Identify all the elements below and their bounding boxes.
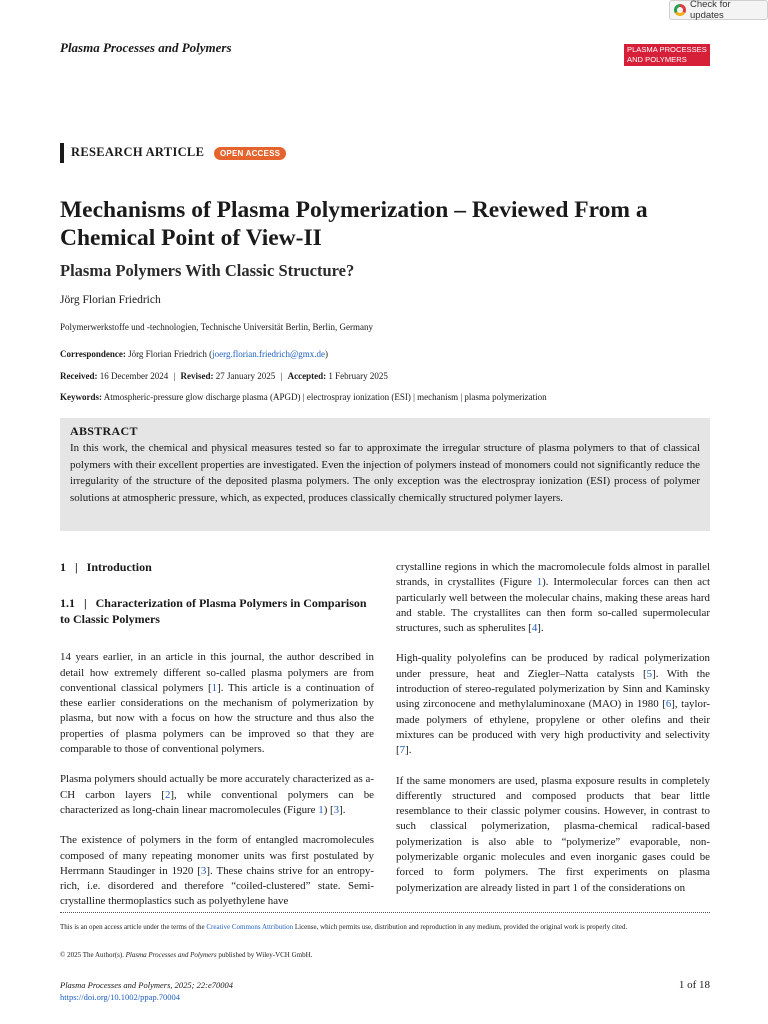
correspondence-line	[60, 349, 328, 359]
date-separator: |	[280, 371, 283, 381]
check-for-updates-button[interactable]	[669, 0, 768, 20]
body-column-left	[60, 560, 374, 910]
received-date: 16 December 2024	[99, 371, 169, 381]
body-paragraph	[396, 651, 710, 758]
crossmark-icon	[674, 4, 686, 16]
received-label: Received:	[60, 371, 98, 381]
body-paragraph	[396, 560, 710, 636]
text-run: crystalline regions in which the macromolecule folds almost in parallel strands, in crystallites (Figure	[396, 561, 710, 589]
citation-link[interactable]: 5	[646, 667, 653, 680]
citation-link[interactable]: 7	[399, 744, 406, 757]
text-run: published by Wiley-VCH GmbH.	[216, 951, 313, 959]
text-run: ].	[405, 744, 412, 757]
body-paragraph	[60, 772, 374, 818]
body-paragraph	[60, 833, 374, 909]
article-title: Mechanisms of Plasma Polymerization – Reviewed From a Chemical Point of View-II	[60, 197, 648, 251]
license-notice	[60, 922, 710, 933]
accepted-date: 1 February 2025	[328, 371, 388, 381]
check-for-updates-label: Check for updates	[690, 0, 731, 21]
correspondence-label: Correspondence:	[60, 349, 126, 359]
text-run: ]. This article is a continuation of these earlier considerations on the mechanism of polymerization by plasma, but now with a focus on how the structure and thus also the properties of plasma polymers can be improved so that they are comparable to those of conventional polymers.	[60, 681, 375, 756]
body-paragraph: If the same monomers are used, plasma exposure results in completely differently structured and composed products that bear little resemblance to their classic polymer cousins. However, in contrast to such classical polymerization, plasma-chemical radical-based polymerization is also able to “polymerize” evaporable, non-polymerizable organic molecules and even inorganic gases could be forced to form polymers. The first experiments on plasma polymerization are already listed in part 1 of the considerations on	[396, 774, 710, 894]
journal-citation: Plasma Processes and Polymers, 2025; 22:e70004	[60, 980, 233, 990]
correspondence-email-link[interactable]: joerg.florian.friedrich@gmx.de	[212, 349, 325, 359]
revised-date: 27 January 2025	[215, 371, 276, 381]
citation-link[interactable]: 2	[164, 788, 171, 801]
copyright-notice	[60, 951, 312, 959]
keywords-label: Keywords:	[60, 392, 102, 402]
text-run: ) [	[323, 803, 334, 816]
article-subtitle: Plasma Polymers With Classic Structure?	[60, 261, 355, 280]
correspondence-close: )	[325, 349, 328, 359]
correspondence-name: Jörg Florian Friedrich (	[128, 349, 213, 359]
text-run: Plasma Processes and Polymers	[125, 951, 217, 959]
keywords-line	[60, 392, 547, 402]
journal-logo-line-1: PLASMA PROCESSES	[627, 45, 707, 54]
journal-name: Plasma Processes and Polymers	[60, 40, 232, 55]
text-run: License, which permits use, distribution and reproduction in any medium, provided the original work is properly cited.	[293, 923, 628, 931]
body-column-right	[396, 560, 710, 896]
open-access-badge: OPEN ACCESS	[214, 147, 286, 160]
text-run: ]. These chains strive for an entropy-rich, i.e. disordered and therefore “coiled-clustered” state. Semi-crystalline thermoplastics such as polyethylene have	[60, 864, 374, 908]
date-separator: |	[173, 371, 176, 381]
figure-link[interactable]: 1	[318, 803, 324, 816]
license-link[interactable]: Creative Commons Attribution	[206, 923, 294, 931]
section-heading-introduction: 1 | Introduction	[60, 560, 152, 574]
citation-link[interactable]: 3	[333, 803, 340, 816]
text-run: High-quality polyolefins can be produced by radical polymerization under pressure, heat and Ziegler–Natta catalysts [	[396, 652, 710, 680]
text-run: The existence of polymers in the form of entangled macromolecules composed of many repeating monomer units was first postulated by Herrmann Staudinger in 1920 [	[60, 834, 374, 877]
author-name[interactable]: Jörg Florian Friedrich	[60, 294, 161, 306]
accepted-label: Accepted:	[287, 371, 327, 381]
figure-link[interactable]: 1	[536, 576, 543, 589]
citation-link[interactable]: 1	[211, 681, 218, 694]
article-type: RESEARCH ARTICLE	[71, 145, 205, 159]
text-run: ], while conventional polymers can be characterized as long-chain linear macromolecules (Figure	[60, 788, 374, 816]
text-run: ]. With the introduction of stereo-regulated polymerization by Sinn and Kaminsky using zirconocene and methylaluminoxane (MAO) in 1980 [	[396, 667, 710, 711]
text-run: Plasma polymers should actually be more accurately characterized as a-CH carbon layers [	[60, 773, 374, 801]
dates-line	[60, 371, 388, 381]
author-affiliation: Polymerwerkstoffe und -technologien, Technische Universität Berlin, Berlin, Germany	[60, 322, 373, 332]
journal-logo-line-2: AND POLYMERS	[627, 55, 687, 64]
abstract-text: In this work, the chemical and physical measures tested so far to approximate the irregular structure of plasma polymers to that of classical polymers with their excellent properties are investigated. Even the injection of polymers instead of monomers could not significantly reduce the irregularity of the structure of the deposited plasma polymers. The only exception was the electrospray ionization (ESI) process of polymer solutions at atmospheric pressure, which, as expected, produces classically chemically structured polymer layers.	[70, 442, 700, 504]
footer-divider	[60, 912, 710, 913]
text-run: ], taylor-made polymers of ethylene, propylene or other olefins and their mixtures can be produced with very high productivity and selectivity [	[396, 698, 710, 757]
citation-link[interactable]: 4	[531, 622, 538, 635]
text-run: ].	[339, 803, 346, 816]
journal-logo	[624, 44, 710, 66]
abstract-box	[60, 418, 710, 531]
revised-label: Revised:	[180, 371, 214, 381]
subsection-heading-1-1: 1.1 | Characterization of Plasma Polymers in Comparison to Classic Polymers	[60, 596, 370, 627]
keywords-list: Atmospheric-pressure glow discharge plasma (APGD) | electrospray ionization (ESI) | mechanism | plasma polymerization	[103, 392, 547, 402]
text-run: 14 years earlier, in an article in this journal, the author described in detail how extremely different so-called plasma polymers are from conventional classical polymers [	[60, 651, 374, 694]
citation-link[interactable]: 3	[200, 864, 207, 877]
article-type-bar	[60, 143, 64, 163]
doi-link[interactable]: https://doi.org/10.1002/ppap.70004	[60, 992, 181, 1002]
text-run: ].	[537, 622, 544, 635]
abstract-heading: ABSTRACT	[70, 424, 138, 438]
citation-link[interactable]: 6	[665, 698, 672, 711]
text-run: © 2025 The Author(s).	[60, 951, 126, 959]
text-run: ). Intermolecular forces can then act particularly well between the molecular chains, making these areas hard and stable. The crystallites can then form so-called supermolecular structures, such as spherulites [	[396, 576, 710, 635]
body-paragraph	[60, 650, 374, 757]
page-number: 1 of 18	[678, 979, 710, 991]
text-run: This is an open access article under the terms of the	[60, 923, 207, 931]
